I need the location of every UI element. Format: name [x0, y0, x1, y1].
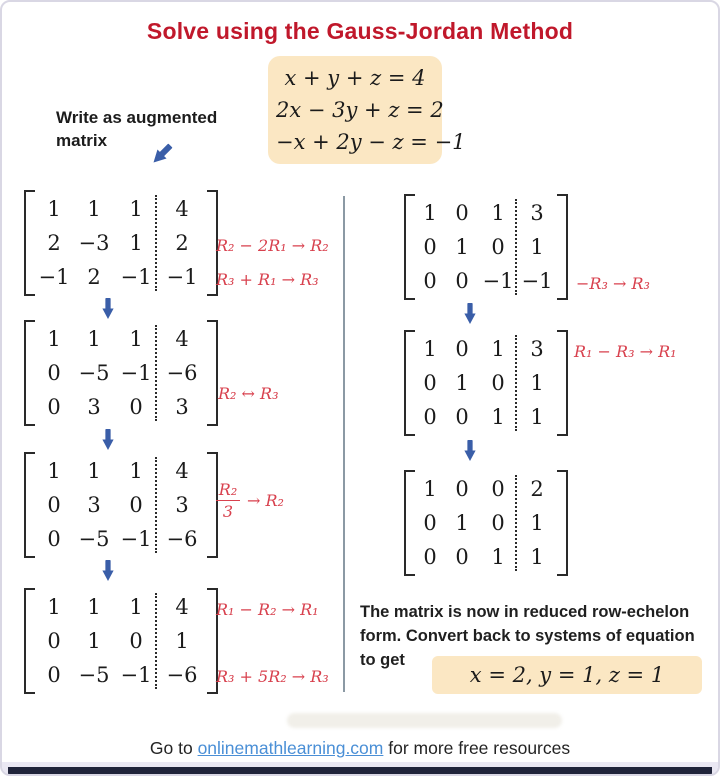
- matrix-cell: −1: [120, 663, 152, 687]
- augmented-divider: [155, 195, 157, 291]
- matrix-cell: 1: [129, 459, 143, 483]
- matrix-cell: 0: [423, 371, 437, 395]
- matrix-cell: 4: [175, 595, 189, 619]
- matrix-cell: 1: [175, 629, 189, 653]
- down-arrow-icon: [100, 429, 116, 450]
- matrix-cell: 0: [47, 493, 61, 517]
- matrix-cell: −6: [166, 663, 198, 687]
- matrix-cell: 0: [455, 477, 469, 501]
- footer-prefix: Go to: [149, 738, 198, 758]
- matrix-cell: −5: [78, 361, 110, 385]
- matrix-cell: 1: [87, 327, 101, 351]
- matrix-cell: 3: [530, 337, 544, 361]
- matrix-cell: −1: [120, 527, 152, 551]
- row-operation: −R₃ → R₃: [576, 274, 650, 293]
- matrix-cell: 2: [530, 477, 544, 501]
- augmented-divider: [155, 325, 157, 421]
- augmented-matrix-5: [404, 194, 568, 300]
- matrix-cell: 0: [129, 629, 143, 653]
- equation-line: x + y + z = 4: [284, 66, 426, 90]
- matrix-cell: 0: [455, 337, 469, 361]
- matrix-cell: 2: [175, 231, 189, 255]
- equation-line: −x + 2y − z = −1: [276, 130, 466, 154]
- matrix-grid: [35, 190, 207, 296]
- matrix-cell: 1: [530, 405, 544, 429]
- augmented-matrix-6: [404, 330, 568, 436]
- matrix-cell: 1: [530, 371, 544, 395]
- note-line: matrix: [56, 131, 108, 150]
- bracket-left: [24, 190, 35, 296]
- matrix-cell: 1: [87, 595, 101, 619]
- matrix-grid: [415, 330, 557, 436]
- matrix-cell: 3: [530, 201, 544, 225]
- footer-link[interactable]: onlinemathlearning.com: [197, 738, 384, 758]
- matrix-cell: 1: [47, 459, 61, 483]
- matrix-cell: 0: [423, 545, 437, 569]
- bracket-left: [24, 452, 35, 558]
- matrix-cell: 1: [423, 477, 437, 501]
- augmented-matrix-7: [404, 470, 568, 576]
- matrix-cell: 0: [47, 361, 61, 385]
- augmented-matrix-3: [24, 452, 218, 558]
- bracket-left: [24, 588, 35, 694]
- matrix-cell: 0: [129, 493, 143, 517]
- matrix-cell: 1: [491, 545, 505, 569]
- matrix-cell: −1: [120, 361, 152, 385]
- augmented-divider: [515, 335, 517, 431]
- bracket-left: [404, 470, 415, 576]
- matrix-cell: −1: [166, 265, 198, 289]
- row-operation: R₃ + 5R₂ → R₃: [216, 667, 329, 686]
- fraction-suffix: → R₂: [247, 491, 284, 510]
- down-arrow-icon: [462, 303, 478, 324]
- row-operation-fraction: [216, 480, 284, 521]
- conclusion-line: form. Convert back to systems of equation: [360, 627, 695, 645]
- matrix-cell: −3: [78, 231, 110, 255]
- matrix-cell: 0: [47, 527, 61, 551]
- footer-text: [2, 738, 718, 759]
- matrix-cell: 1: [87, 629, 101, 653]
- matrix-grid: [35, 588, 207, 694]
- matrix-grid: [35, 452, 207, 558]
- matrix-cell: 1: [47, 595, 61, 619]
- matrix-cell: 1: [491, 201, 505, 225]
- matrix-cell: 0: [491, 477, 505, 501]
- matrix-cell: −1: [38, 265, 70, 289]
- matrix-cell: 0: [47, 663, 61, 687]
- matrix-cell: 0: [423, 235, 437, 259]
- down-arrow-icon: [100, 298, 116, 319]
- bracket-left: [404, 194, 415, 300]
- matrix-cell: 1: [530, 545, 544, 569]
- matrix-cell: 0: [455, 201, 469, 225]
- matrix-cell: 0: [455, 545, 469, 569]
- row-operation: R₂ ↔ R₃: [218, 384, 279, 403]
- matrix-cell: 1: [530, 235, 544, 259]
- matrix-cell: 1: [491, 337, 505, 361]
- matrix-cell: −6: [166, 361, 198, 385]
- matrix-cell: 1: [47, 327, 61, 351]
- matrix-cell: 3: [87, 395, 101, 419]
- matrix-cell: 1: [491, 405, 505, 429]
- bracket-left: [404, 330, 415, 436]
- row-operation: R₃ + R₁ → R₃: [216, 270, 319, 289]
- matrix-cell: 0: [455, 269, 469, 293]
- matrix-cell: 1: [423, 337, 437, 361]
- matrix-cell: 0: [129, 395, 143, 419]
- matrix-cell: 1: [423, 201, 437, 225]
- matrix-cell: 1: [455, 235, 469, 259]
- matrix-cell: −1: [120, 265, 152, 289]
- down-arrow-icon: [100, 560, 116, 581]
- equation-line: 2x − 3y + z = 2: [276, 98, 444, 122]
- matrix-grid: [415, 194, 557, 300]
- matrix-cell: 0: [423, 269, 437, 293]
- matrix-cell: 0: [491, 235, 505, 259]
- augmented-divider: [515, 475, 517, 571]
- matrix-cell: 3: [175, 493, 189, 517]
- note-line: Write as augmented: [56, 108, 218, 127]
- matrix-cell: 1: [129, 595, 143, 619]
- matrix-cell: 2: [47, 231, 61, 255]
- matrix-cell: −5: [78, 663, 110, 687]
- matrix-cell: −1: [482, 269, 514, 293]
- matrix-cell: 3: [87, 493, 101, 517]
- column-divider: [343, 196, 345, 692]
- faded-watermark: [287, 713, 562, 728]
- matrix-cell: 0: [423, 405, 437, 429]
- bracket-right: [207, 320, 218, 426]
- matrix-cell: 0: [491, 371, 505, 395]
- matrix-cell: 0: [47, 395, 61, 419]
- augmented-divider: [155, 457, 157, 553]
- augmented-matrix-4: [24, 588, 218, 694]
- row-operation: R₁ − R₃ → R₁: [574, 342, 677, 361]
- fraction-bar: [216, 500, 240, 501]
- matrix-cell: 4: [175, 327, 189, 351]
- matrix-cell: 0: [47, 629, 61, 653]
- page-title: Solve using the Gauss-Jordan Method: [146, 18, 574, 44]
- row-operation: R₂ − 2R₁ → R₂: [216, 236, 329, 255]
- bracket-right: [557, 470, 568, 576]
- augmented-divider: [155, 593, 157, 689]
- augmented-divider: [515, 199, 517, 295]
- fraction: [216, 480, 240, 521]
- row-operation: R₁ − R₂ → R₁: [216, 600, 319, 619]
- matrix-grid: [35, 320, 207, 426]
- matrix-cell: 1: [87, 197, 101, 221]
- matrix-cell: −5: [78, 527, 110, 551]
- matrix-cell: 1: [530, 511, 544, 535]
- write-as-augmented-note: [56, 106, 236, 152]
- matrix-cell: 4: [175, 197, 189, 221]
- footer-suffix: for more free resources: [383, 738, 571, 758]
- matrix-grid: [415, 470, 557, 576]
- bracket-left: [24, 320, 35, 426]
- matrix-cell: 2: [87, 265, 101, 289]
- matrix-cell: 1: [129, 231, 143, 255]
- conclusion-line: to get: [360, 651, 405, 669]
- augmented-matrix-2: [24, 320, 218, 426]
- down-arrow-icon: [462, 440, 478, 461]
- matrix-cell: 1: [129, 197, 143, 221]
- matrix-cell: 3: [175, 395, 189, 419]
- augmented-matrix-1: [24, 190, 218, 296]
- bracket-right: [557, 330, 568, 436]
- matrix-cell: 1: [87, 459, 101, 483]
- matrix-cell: 1: [455, 371, 469, 395]
- matrix-cell: 0: [455, 405, 469, 429]
- bracket-right: [557, 194, 568, 300]
- equation-system-box: [268, 56, 466, 164]
- matrix-cell: −6: [166, 527, 198, 551]
- matrix-cell: 1: [129, 327, 143, 351]
- matrix-cell: 1: [47, 197, 61, 221]
- fraction-denominator: 3: [222, 502, 234, 521]
- video-progress-bar[interactable]: [8, 767, 712, 774]
- matrix-cell: 0: [423, 511, 437, 535]
- conclusion-line: The matrix is now in reduced row-echelon: [360, 603, 690, 621]
- matrix-cell: 0: [491, 511, 505, 535]
- matrix-cell: −1: [521, 269, 553, 293]
- matrix-cell: 1: [455, 511, 469, 535]
- solution-highlight: x = 2, y = 1, z = 1: [432, 656, 702, 694]
- matrix-cell: 4: [175, 459, 189, 483]
- fraction-numerator: R₂: [218, 480, 238, 499]
